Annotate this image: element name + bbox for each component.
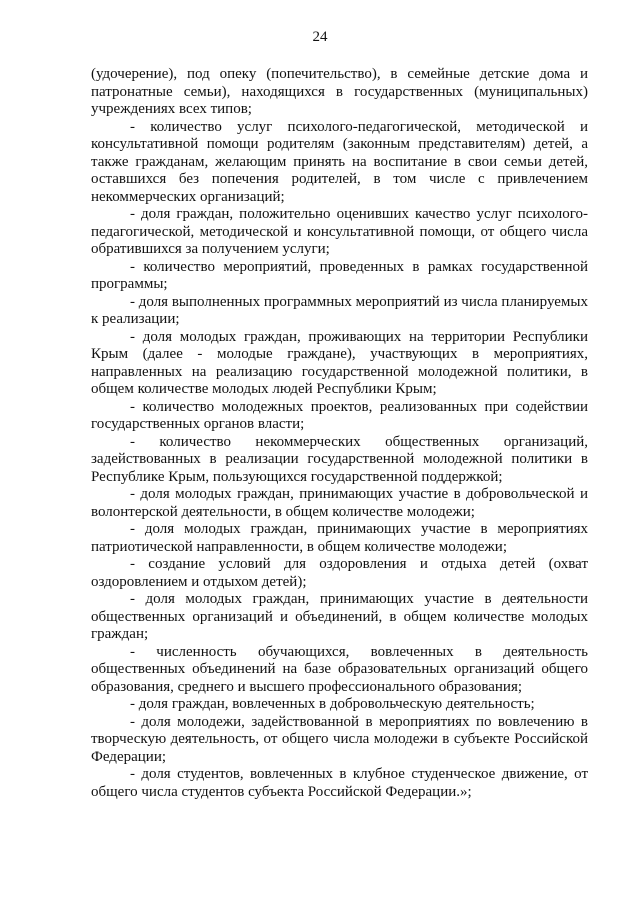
paragraph-item: - доля студентов, вовлеченных в клубное студенческое движение, от общего числа студентов субъекта Российской Федерации.»; bbox=[91, 766, 588, 800]
paragraph-item: - доля молодых граждан, принимающих участие в добровольческой и волонтерской деятельности, в общем количестве молодежи; bbox=[91, 486, 588, 520]
paragraph-item: - доля молодежи, задействованной в мероприятиях по вовлечению в творческую деятельность, от общего числа молодежи в субъекте Российской Федерации; bbox=[91, 713, 588, 765]
paragraph-item: - доля выполненных программных мероприятий из числа планируемых к реализации; bbox=[91, 293, 588, 327]
paragraph-item: - количество молодежных проектов, реализованных при содействии государственных органов власти; bbox=[91, 398, 588, 432]
paragraph-item: - количество услуг психолого-педагогической, методической и консультативной помощи родителям (законным представителям) детей, а также гражданам, желающим принять на воспитание в свои семьи детей, оставшихся без попечения родителей, в том числе с привлечением некоммерческих организаций; bbox=[91, 118, 588, 205]
page-number: 24 bbox=[312, 29, 328, 45]
paragraph-item: - доля молодых граждан, проживающих на территории Республики Крым (далее - молодые граждане), участвующих в мероприятиях, направленных на реализацию государственной молодежной политики, в общем количестве молодых людей Республики Крым; bbox=[91, 328, 588, 397]
paragraph-item: - доля граждан, вовлеченных в добровольческую деятельность; bbox=[130, 696, 535, 712]
document-body bbox=[91, 66, 588, 801]
paragraph-item: - количество мероприятий, проведенных в рамках государственной программы; bbox=[91, 258, 588, 292]
paragraph-item: - количество некоммерческих общественных организаций, задействованных в реализации государственной молодежной политики в Республике Крым, пользующихся государственной поддержкой; bbox=[91, 433, 588, 485]
paragraph-item: - доля граждан, положительно оценивших качество услуг психолого-педагогической, методической и консультативной помощи, от общего числа обратившихся за получением услуги; bbox=[91, 206, 588, 257]
paragraph-continuation: (удочерение), под опеку (попечительство), в семейные детские дома и патронатные семьи), находящихся в государственных (муниципальных) учреждениях всех типов; bbox=[91, 66, 588, 117]
paragraph-item: - численность обучающихся, вовлеченных в деятельность общественных объединений на базе образовательных организаций общего образования, среднего и высшего профессионального образования; bbox=[91, 643, 588, 695]
paragraph-item: - доля молодых граждан, принимающих участие в мероприятиях патриотической направленности, в общем количестве молодежи; bbox=[91, 521, 588, 555]
paragraph-item: - доля молодых граждан, принимающих участие в деятельности общественных организаций и объединений, в общем количестве молодых граждан; bbox=[91, 591, 588, 642]
paragraph-item: - создание условий для оздоровления и отдыха детей (охват оздоровлением и отдыхом детей); bbox=[91, 556, 588, 590]
